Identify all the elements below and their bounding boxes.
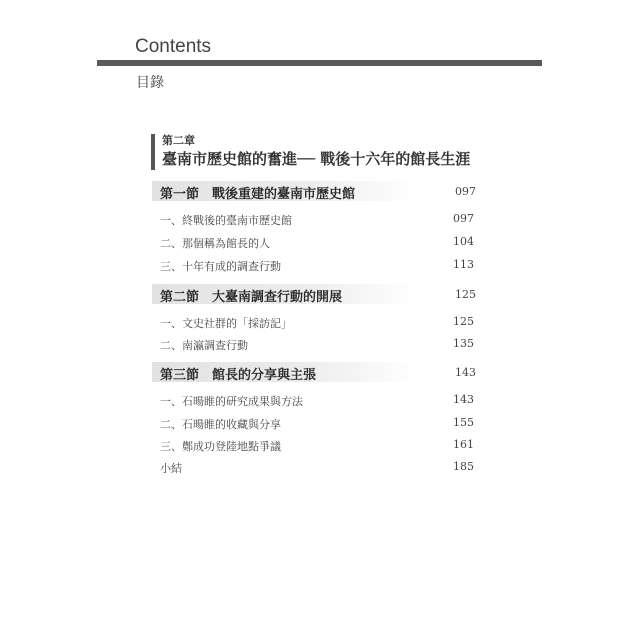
- page-title: Contents: [135, 36, 212, 57]
- chapter-accent-bar: [151, 134, 155, 170]
- entry-title: 小結: [160, 462, 182, 475]
- entry-title: 三、十年有成的調查行動: [160, 260, 281, 273]
- entry-title: 二、那個稱為館長的人: [160, 237, 270, 250]
- page-number: 097: [453, 212, 474, 225]
- page-number: 104: [453, 235, 474, 248]
- section-title: 第三節 館長的分享與主張: [160, 368, 317, 383]
- toc-section-3[interactable]: [152, 362, 484, 382]
- header-divider: [97, 60, 542, 66]
- entry-title: 二、石暘睢的收藏與分享: [160, 418, 281, 431]
- entry-title: 一、文史社群的「採訪記」: [160, 317, 292, 330]
- section-title: 第二節 大臺南調查行動的開展: [160, 290, 343, 305]
- entry-title: 一、終戰後的臺南市歷史館: [160, 214, 292, 227]
- page-number: 143: [453, 393, 474, 406]
- chapter-number: 第二章: [162, 134, 195, 147]
- page-number: 155: [453, 416, 474, 429]
- toc-section-1[interactable]: [152, 181, 484, 201]
- page-number: 125: [453, 315, 474, 328]
- page-number: 185: [453, 460, 474, 473]
- page-number: 113: [453, 258, 474, 271]
- page-number: 161: [453, 438, 474, 451]
- section-title: 第一節 戰後重建的臺南市歷史館: [160, 187, 356, 202]
- toc-section-2[interactable]: [152, 284, 484, 304]
- page-number: 125: [455, 288, 476, 301]
- chapter-title: 臺南市歷史館的奮進── 戰後十六年的館長生涯: [162, 150, 471, 168]
- page-number: 135: [453, 337, 474, 350]
- page-number: 143: [455, 366, 476, 379]
- page-number: 097: [455, 185, 476, 198]
- entry-title: 三、鄭成功登陸地點爭議: [160, 440, 281, 453]
- page-subtitle: 目錄: [136, 75, 164, 91]
- entry-title: 一、石暘睢的研究成果與方法: [160, 395, 303, 408]
- entry-title: 二、南瀛調查行動: [160, 339, 248, 352]
